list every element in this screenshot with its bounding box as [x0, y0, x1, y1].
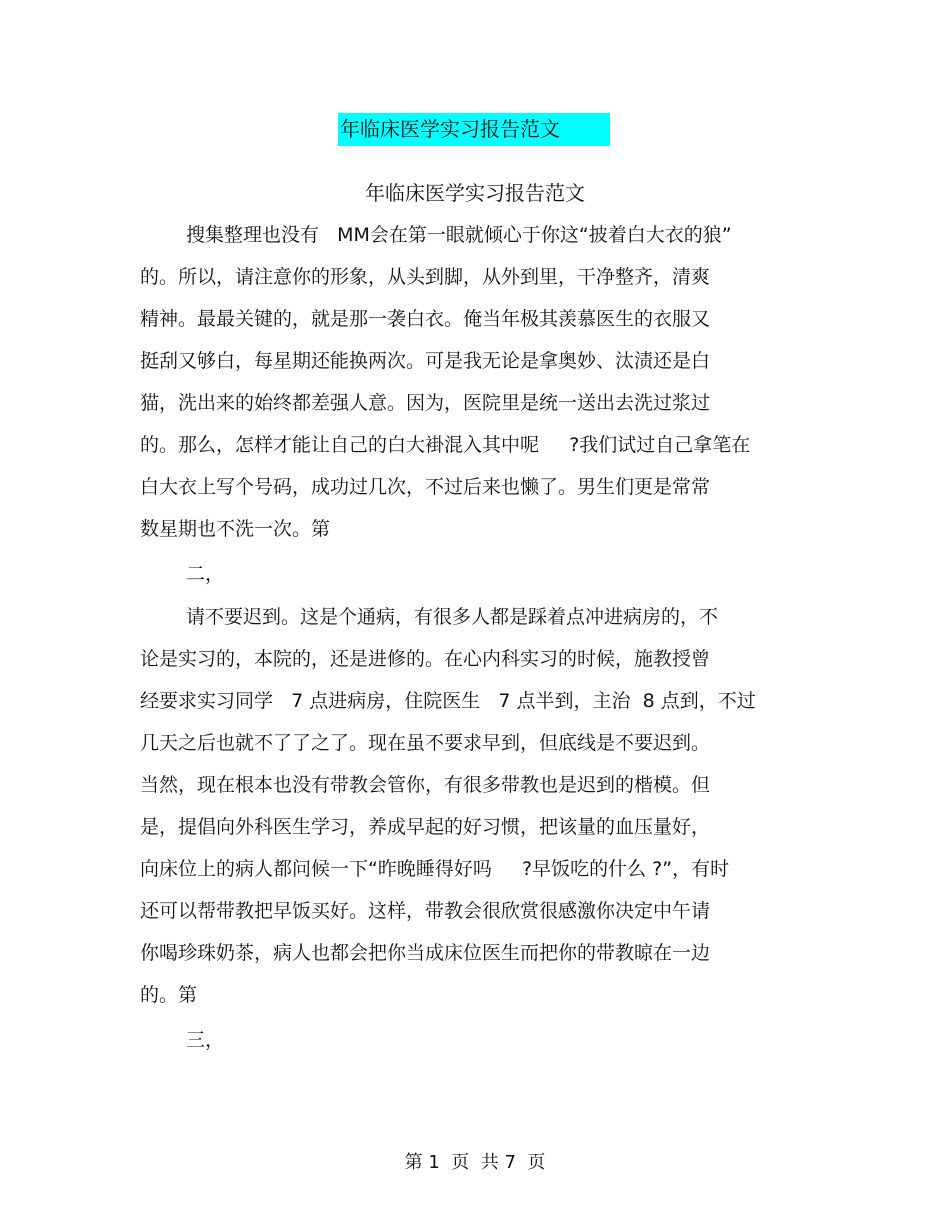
body-line-5: 猫，洗出来的始终都差强人意。因为，医院里是统一送出去洗过浆过 [140, 392, 711, 414]
section-heading-2: 二， [186, 563, 225, 585]
section-heading-3: 三， [186, 1029, 225, 1051]
body-line-17: 你喝珍珠奶茶，病人也都会把你当成床位医生而把你的带教晾在一边 [140, 942, 711, 964]
body-line-14: 是，提倡向外科医生学习，养成早起的好习惯，把该量的血压量好， [140, 816, 711, 838]
body-line-1: 搜集整理也没有 MM会在第一眼就倾心于你这“披着白大衣的狼” [186, 224, 732, 246]
body-line-10: 论是实习的，本院的，还是进修的。在心内科实习的时候，施教授曾 [140, 648, 711, 670]
body-line-8: 数星期也不洗一次。第 [140, 518, 331, 540]
body-line-11: 经要求实习同学 7 点进病房，住院医生 7 点半到，主治 8 点到，不过 [140, 690, 756, 712]
body-line-7: 白大衣上写个号码，成功过几次，不过后来也懒了。男生们更是常常 [140, 476, 711, 498]
body-line-18: 的。第 [140, 984, 198, 1006]
page-footer: 第 1 页 共 7 页 [404, 1152, 546, 1173]
body-line-2: 的。所以，请注意你的形象，从头到脚，从外到里，干净整齐，清爽 [140, 266, 711, 288]
body-line-16: 还可以帮带教把早饭买好。这样，带教会很欣赏很感激你决定中午请 [140, 900, 711, 922]
body-line-6: 的。那么，怎样才能让自己的白大褂混入其中呢 ?我们试过自己拿笔在 [140, 434, 751, 456]
body-line-13: 当然，现在根本也没有带教会管你，有很多带教也是迟到的楷模。但 [140, 774, 711, 796]
body-line-15: 向床位上的病人都问候一下“昨晚睡得好吗 ?早饭吃的什么 ?”，有时 [140, 858, 730, 880]
highlighted-title: 年临床医学实习报告范文 [338, 113, 610, 146]
body-line-3: 精神。最最关键的，就是那一袭白衣。俺当年极其羡慕医生的衣服又 [140, 308, 711, 330]
document-subtitle: 年临床医学实习报告范文 [365, 181, 585, 205]
body-line-4: 挺刮又够白，每星期还能换两次。可是我无论是拿奥妙、汰渍还是白 [140, 350, 711, 372]
body-line-12: 几天之后也就不了了之了。现在虽不要求早到，但底线是不要迟到。 [140, 732, 711, 754]
body-line-9: 请不要迟到。这是个通病，有很多人都是踩着点冲进病房的，不 [186, 606, 719, 628]
